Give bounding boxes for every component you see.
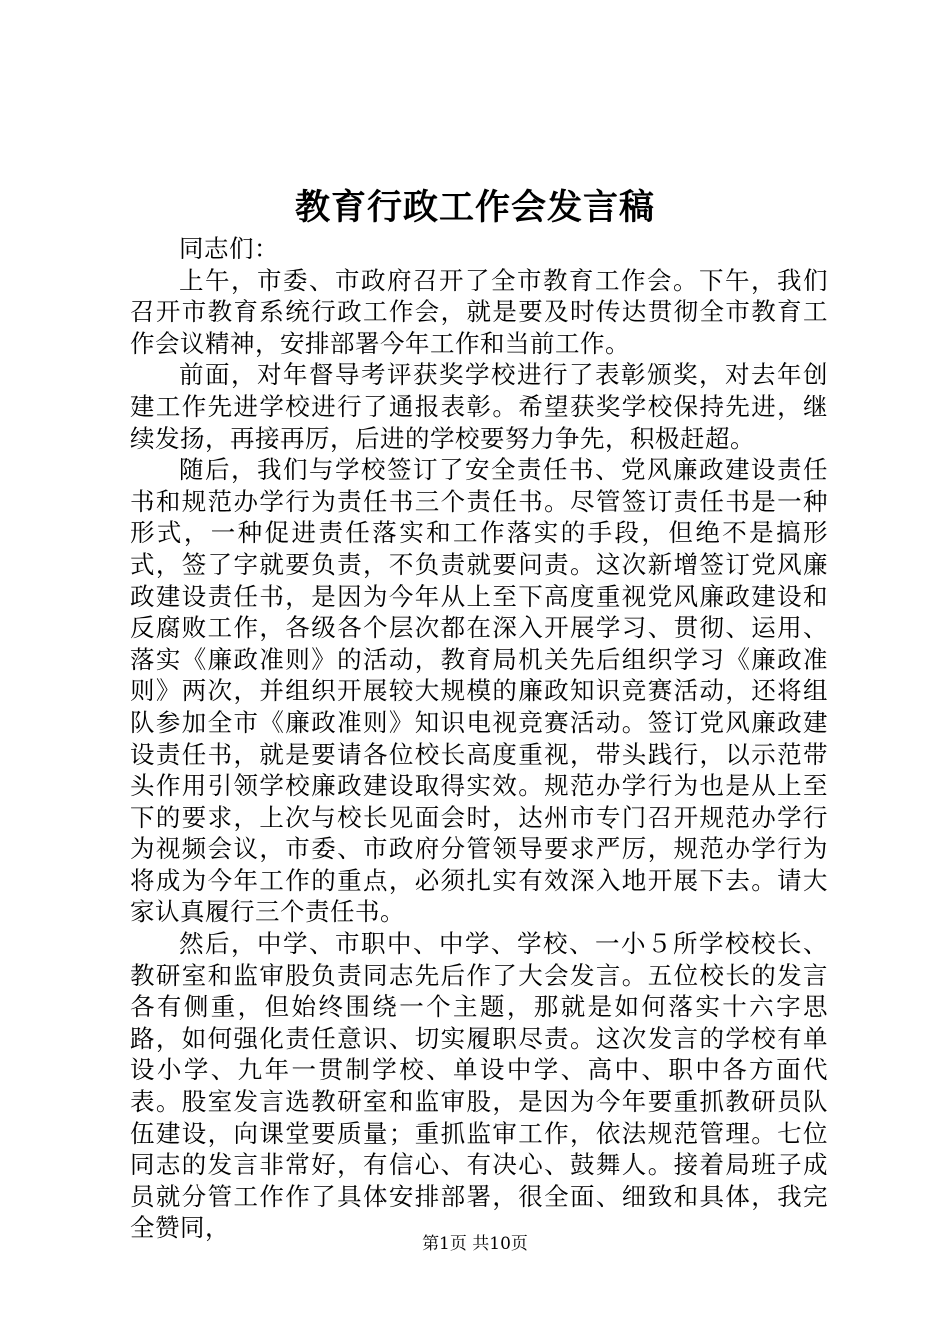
salutation-paragraph: 同志们：: [179, 234, 279, 263]
page-number-footer: 第1页 共10页: [422, 1234, 528, 1254]
body-paragraph-3: 随后，我们与学校签订了安全责任书、党风廉政建设责任书和规范办学行为责任书三个责任书。尽管签订责任书是一种形式，一种促进责任落实和工作落实的手段，但绝不是搞形式，签了字就要负责，不负责就要问责。这次新增签订党风廉政建设责任书，是因为今年从上至下高度重视党风廉政建设和反腐败工作，各级各个层次都在深入开展学习、贯彻、运用、落实《廉政准则》的活动，教育局机关先后组织学习《廉政准则》两次，并组织开展较大规模的廉政知识竞赛活动，还将组队参加全市《廉政准则》知识电视竞赛活动。签订党风廉政建设责任书，就是要请各位校长高度重视，带头践行，以示范带头作用引领学校廉政建设取得实效。规范办学行为也是从上至下的要求，上次与校长见面会时，达州市专门召开规范办学行为视频会议，市委、市政府分管领导要求严厉，规范办学行为将成为今年工作的重点，必须扎实有效深入地开展下去。请大家认真履行三个责任书。: [130, 455, 828, 927]
body-paragraph-1: 上午，市委、市政府召开了全市教育工作会。下午，我们召开市教育系统行政工作会，就是要及时传达贯彻全市教育工作会议精神，安排部署今年工作和当前工作。: [130, 265, 828, 358]
body-paragraph-4: 然后，中学、市职中、中学、学校、一小５所学校校长、教研室和监审股负责同志先后作了大会发言。五位校长的发言各有侧重，但始终围绕一个主题，那就是如何落实十六字思路，如何强化责任意识、切实履职尽责。这次发言的学校有单设小学、九年一贯制学校、单设中学、高中、职中各方面代表。股室发言选教研室和监审股，是因为今年要重抓教研员队伍建设，向课堂要质量；重抓监审工作，依法规范管理。七位同志的发言非常好，有信心、有决心、鼓舞人。接着局班子成员就分管工作作了具体安排部署，很全面、细致和具体，我完全赞同，: [130, 929, 828, 1243]
body-paragraph-2: 前面，对年督导考评获奖学校进行了表彰颁奖，对去年创建工作先进学校进行了通报表彰。希望获奖学校保持先进，继续发扬，再接再厉，后进的学校要努力争先，积极赶超。: [130, 360, 828, 453]
document-title: 教育行政工作会发言稿: [294, 187, 655, 228]
document-body: [130, 233, 828, 1244]
